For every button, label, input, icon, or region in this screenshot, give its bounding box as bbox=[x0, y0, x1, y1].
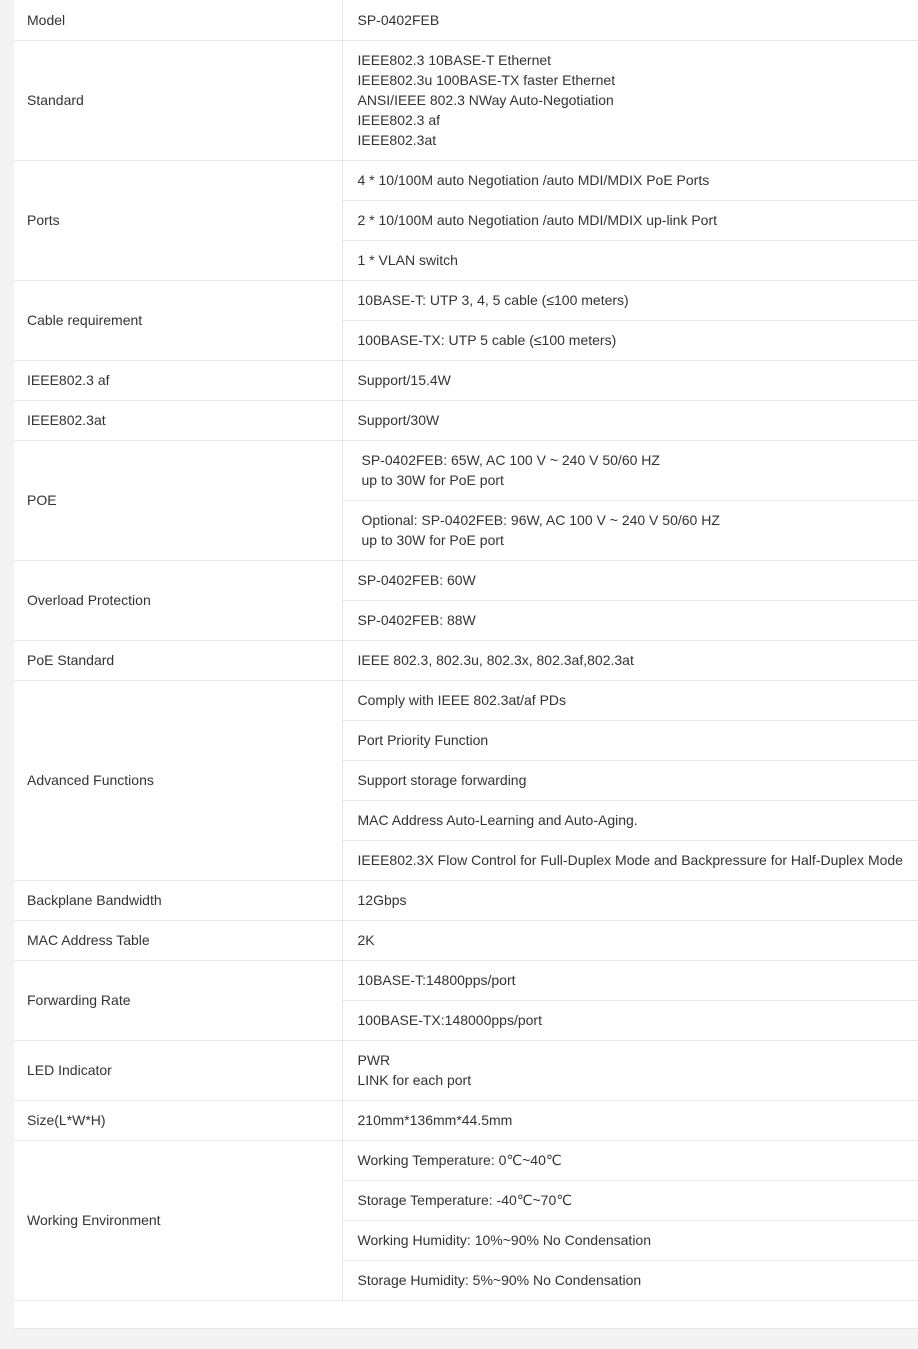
spec-value: 10BASE-T: UTP 3, 4, 5 cable (≤100 meters) bbox=[342, 280, 918, 320]
spec-value: 4 * 10/100M auto Negotiation /auto MDI/MDIX PoE Ports bbox=[342, 160, 918, 200]
spec-value-multiline bbox=[342, 1040, 918, 1100]
spec-value: Support/15.4W bbox=[342, 360, 918, 400]
spec-value: IEEE802.3X Flow Control for Full-Duplex Mode and Backpressure for Half-Duplex Mode bbox=[342, 840, 918, 880]
spec-line: PWR bbox=[357, 1052, 391, 1068]
spec-label: Backplane Bandwidth bbox=[14, 880, 342, 920]
table-row-advanced bbox=[14, 680, 918, 720]
table-row-ports bbox=[14, 160, 918, 200]
spec-value-multiline bbox=[342, 500, 918, 560]
spec-value: SP-0402FEB: 60W bbox=[342, 560, 918, 600]
table-row-cable bbox=[14, 280, 918, 320]
spec-label: MAC Address Table bbox=[14, 920, 342, 960]
spec-value: 2K bbox=[342, 920, 918, 960]
spec-value: Storage Temperature: -40℃~70℃ bbox=[342, 1180, 918, 1220]
spec-value-multiline bbox=[342, 40, 918, 160]
spec-label: POE bbox=[14, 440, 342, 560]
table-row-standard bbox=[14, 40, 918, 160]
spec-value: 100BASE-TX: UTP 5 cable (≤100 meters) bbox=[342, 320, 918, 360]
spec-line: up to 30W for PoE port bbox=[361, 532, 504, 548]
spec-line: Optional: SP-0402FEB: 96W, AC 100 V ~ 240 V 50/60 HZ bbox=[361, 512, 720, 528]
spec-label: PoE Standard bbox=[14, 640, 342, 680]
spec-value: SP-0402FEB bbox=[342, 0, 918, 40]
spec-table bbox=[14, 0, 918, 1301]
table-row-backplane bbox=[14, 880, 918, 920]
spec-label: Size(L*W*H) bbox=[14, 1100, 342, 1140]
table-row-size bbox=[14, 1100, 918, 1140]
table-row-poe-standard bbox=[14, 640, 918, 680]
spec-value: 10BASE-T:14800pps/port bbox=[342, 960, 918, 1000]
table-row-at bbox=[14, 400, 918, 440]
spec-label: Cable requirement bbox=[14, 280, 342, 360]
spec-value: Support/30W bbox=[342, 400, 918, 440]
spec-value: IEEE 802.3, 802.3u, 802.3x, 802.3af,802.3at bbox=[342, 640, 918, 680]
spec-label: Ports bbox=[14, 160, 342, 280]
table-row-overload bbox=[14, 560, 918, 600]
spec-label: LED Indicator bbox=[14, 1040, 342, 1100]
spec-line: SP-0402FEB: 65W, AC 100 V ~ 240 V 50/60 HZ bbox=[361, 452, 660, 468]
spec-label: IEEE802.3 af bbox=[14, 360, 342, 400]
spec-value: Working Temperature: 0℃~40℃ bbox=[342, 1140, 918, 1180]
table-row-led bbox=[14, 1040, 918, 1100]
spec-value: Storage Humidity: 5%~90% No Condensation bbox=[342, 1260, 918, 1300]
spec-label: Model bbox=[14, 0, 342, 40]
spec-value: 2 * 10/100M auto Negotiation /auto MDI/MDIX up-link Port bbox=[342, 200, 918, 240]
table-row-af bbox=[14, 360, 918, 400]
spec-value: 100BASE-TX:148000pps/port bbox=[342, 1000, 918, 1040]
spec-label: Standard bbox=[14, 40, 342, 160]
spec-label: Working Environment bbox=[14, 1140, 342, 1300]
spec-value: Port Priority Function bbox=[342, 720, 918, 760]
table-row-forwarding bbox=[14, 960, 918, 1000]
spec-value: MAC Address Auto-Learning and Auto-Aging. bbox=[342, 800, 918, 840]
spec-line: ANSI/IEEE 802.3 NWay Auto-Negotiation bbox=[357, 92, 614, 108]
spec-label: Forwarding Rate bbox=[14, 960, 342, 1040]
spec-line: IEEE802.3 10BASE-T Ethernet bbox=[357, 52, 552, 68]
spec-line: up to 30W for PoE port bbox=[361, 472, 504, 488]
spec-value-multiline bbox=[342, 440, 918, 500]
spec-value: Support storage forwarding bbox=[342, 760, 918, 800]
spec-line: IEEE802.3at bbox=[357, 132, 437, 148]
spec-line: IEEE802.3 af bbox=[357, 112, 441, 128]
table-row-environment bbox=[14, 1140, 918, 1180]
spec-value: 210mm*136mm*44.5mm bbox=[342, 1100, 918, 1140]
table-row-mac-table bbox=[14, 920, 918, 960]
spec-label: Advanced Functions bbox=[14, 680, 342, 880]
spec-line: IEEE802.3u 100BASE-TX faster Ethernet bbox=[357, 72, 616, 88]
table-row-model bbox=[14, 0, 918, 40]
spec-line: LINK for each port bbox=[357, 1072, 472, 1088]
table-row-poe bbox=[14, 440, 918, 500]
spec-value: 1 * VLAN switch bbox=[342, 240, 918, 280]
spec-sheet bbox=[14, 0, 918, 1329]
spec-value: Comply with IEEE 802.3at/af PDs bbox=[342, 680, 918, 720]
spec-value: Working Humidity: 10%~90% No Condensation bbox=[342, 1220, 918, 1260]
spec-label: Overload Protection bbox=[14, 560, 342, 640]
spec-value: 12Gbps bbox=[342, 880, 918, 920]
spec-label: IEEE802.3at bbox=[14, 400, 342, 440]
spec-value: SP-0402FEB: 88W bbox=[342, 600, 918, 640]
